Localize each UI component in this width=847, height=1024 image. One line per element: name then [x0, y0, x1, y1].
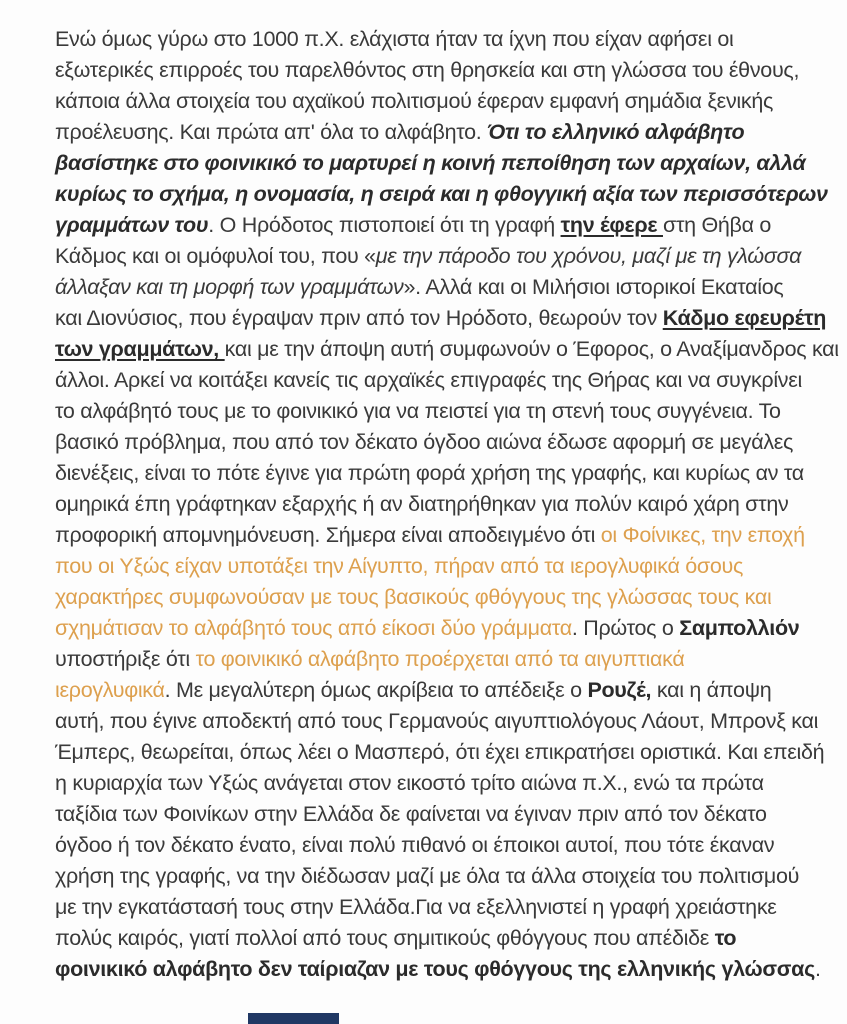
text-segment: που οι Υξώς είχαν υποτάξει την Αίγυπτο, πήραν από τα ιερογλυφικά όσους: [55, 554, 744, 578]
text-segment: εξωτερικές επιρροές του παρελθόντος στη θρησκεία και στη γλώσσα του έθνους,: [55, 58, 800, 82]
scan-artifact-bar: [248, 1013, 339, 1024]
text-segment: προφορική απομνημόνευση. Σήμερα είναι αποδειγμένο ότι: [55, 523, 601, 547]
text-segment: πολύς καιρός, γιατί πολλοί από τους σημιτικούς φθόγγους που απέδιδε: [55, 926, 715, 950]
text-segment: αυτή, που έγινε αποδεκτή από τους Γερμανούς αιγυπτιολόγους Λάουτ, Μπρονξ και: [55, 709, 819, 733]
text-line: [55, 954, 827, 985]
text-line: [55, 675, 827, 706]
text-line: [55, 427, 827, 458]
text-line: [55, 396, 827, 427]
text-segment: Σαμπολλιόν: [679, 616, 800, 640]
text-segment: φοινικικό αλφάβητο δεν ταίριαζαν με τους φθόγγους της ελληνικής γλώσσας: [55, 957, 815, 981]
text-segment: το φοινικικό αλφάβητο προέρχεται από τα αιγυπτιακά: [195, 647, 685, 671]
text-segment: . Πρώτος ο: [571, 616, 680, 640]
text-segment: με την εγκατάστασή τους στην Ελλάδα.Για να εξελληνιστεί η γραφή χρειάστηκε: [55, 895, 777, 919]
text-line: [55, 117, 827, 148]
text-line: [55, 644, 827, 675]
text-segment: και με την άποψη αυτή συμφωνούν ο Έφορος, ο Αναξίμανδρος και: [224, 337, 839, 361]
text-segment: και η άποψη: [651, 678, 772, 702]
text-line: [55, 613, 827, 644]
text-segment: το αλφάβητό τους με το φοινικικό για να πειστεί για τη στενή τους συγγένεια. Το: [55, 399, 781, 423]
text-line: [55, 272, 827, 303]
text-segment: με την πάροδο του χρόνου, μαζί με τη γλώσσα: [375, 244, 802, 268]
text-line: [55, 551, 827, 582]
text-segment: χρήση της γραφής, να την διέδωσαν μαζί με όλα τα άλλα στοιχεία του πολιτισμού: [55, 864, 800, 888]
text-line: [55, 334, 839, 365]
text-segment: Ρουζέ,: [587, 678, 652, 702]
text-segment: ιερογλυφικά: [55, 678, 165, 702]
text-line: [55, 458, 827, 489]
text-segment: διενέξεις, είναι το πότε έγινε για πρώτη φορά χρήση της γραφής, και κυρίως αν τα: [55, 461, 804, 485]
document-text: [55, 24, 839, 985]
text-segment: στη Θήβα ο: [662, 213, 772, 237]
text-line: [55, 210, 827, 241]
text-segment: των γραμμάτων,: [55, 337, 225, 361]
text-line: [55, 520, 827, 551]
text-segment: . Ο Ηρόδοτος πιστοποιεί ότι τη γραφή: [208, 213, 561, 237]
text-segment: κυρίως το σχήμα, η ονομασία, η σειρά και η φθογγική αξία των περισσότερων: [55, 182, 828, 206]
text-segment: .: [814, 957, 821, 981]
text-segment: άλλοι. Αρκεί να κοιτάξει κανείς τις αρχαϊκές επιγραφές της Θήρας και να συγκρίνει: [55, 368, 803, 392]
text-segment: βασικό πρόβλημα, που από τον δέκατο όγδοο αιώνα έδωσε αφορμή σε μεγάλες: [55, 430, 794, 454]
text-line: [55, 861, 827, 892]
text-line: [55, 799, 827, 830]
text-segment: προέλευσης. Και πρώτα απ' όλα το αλφάβητο.: [55, 120, 488, 144]
text-segment: ομηρικά έπη γράφτηκαν εξαρχής ή αν διατηρήθηκαν για πολύν καιρό χάρη στην: [55, 492, 789, 516]
text-line: [55, 24, 827, 55]
text-segment: οι Φοίνικες, την εποχή: [600, 523, 805, 547]
text-segment: άλλαξαν και τη μορφή των γραμμάτων: [55, 275, 404, 299]
text-line: [55, 179, 827, 210]
text-segment: γραμμάτων του: [55, 213, 209, 237]
text-segment: ». Αλλά και οι Μιλήσιοι ιστορικοί Εκαταίος: [403, 275, 784, 299]
text-line: [55, 768, 827, 799]
text-segment: η κυριαρχία των Υξώς ανάγεται στον εικοστό τρίτο αιώνα π.Χ., ενώ τα πρώτα: [55, 771, 764, 795]
text-segment: Έμπερς, θεωρείται, όπως λέει ο Μασπερό, ότι έχει επικρατήσει οριστικά. Και επειδή: [55, 740, 825, 764]
text-line: [55, 582, 827, 613]
text-line: [55, 706, 827, 737]
text-segment: την έφερε: [560, 213, 663, 237]
text-line: [55, 365, 827, 396]
text-segment: σχημάτισαν το αλφάβητό τους από είκοσι δύο γράμματα: [55, 616, 572, 640]
text-segment: ταξίδια των Φοινίκων στην Ελλάδα δε φαίνεται να έγιναν πριν από τον δέκατο: [55, 802, 767, 826]
text-line: [55, 241, 827, 272]
text-line: [55, 489, 827, 520]
text-segment: και Διονύσιος, που έγραψαν πριν από τον Ηρόδοτο, θεωρούν τον: [55, 306, 663, 330]
text-segment: Ότι το ελληνικό αλφάβητο: [487, 120, 745, 144]
text-segment: Κάδμος και οι ομόφυλοί του, που «: [55, 244, 376, 268]
text-line: [55, 737, 827, 768]
text-segment: . Με μεγαλύτερη όμως ακρίβεια το απέδειξε ο: [164, 678, 588, 702]
text-segment: βασίστηκε στο φοινικικό το μαρτυρεί η κοινή πεποίθηση των αρχαίων, αλλά: [55, 151, 806, 175]
text-line: [55, 303, 827, 334]
text-segment: Ενώ όμως γύρω στο 1000 π.Χ. ελάχιστα ήταν τα ίχνη που είχαν αφήσει οι: [55, 27, 734, 51]
text-segment: το: [714, 926, 737, 950]
text-segment: χαρακτήρες συμφωνούσαν με τους βασικούς φθόγγους της γλώσσας τους και: [55, 585, 772, 609]
text-segment: Κάδμο εφευρέτη: [662, 306, 827, 330]
text-line: [55, 86, 827, 117]
text-line: [55, 55, 827, 86]
text-segment: υποστήριξε ότι: [55, 647, 196, 671]
text-segment: όγδοο ή τον δέκατο ένατο, είναι πολύ πιθανό οι έποικοι αυτοί, που τότε έκαναν: [55, 833, 775, 857]
text-line: [55, 923, 827, 954]
text-line: [55, 892, 827, 923]
text-line: [55, 830, 827, 861]
text-line: [55, 148, 827, 179]
text-segment: κάποια άλλα στοιχεία του αχαϊκού πολιτισμού έφεραν εμφανή σημάδια ξενικής: [55, 89, 774, 113]
